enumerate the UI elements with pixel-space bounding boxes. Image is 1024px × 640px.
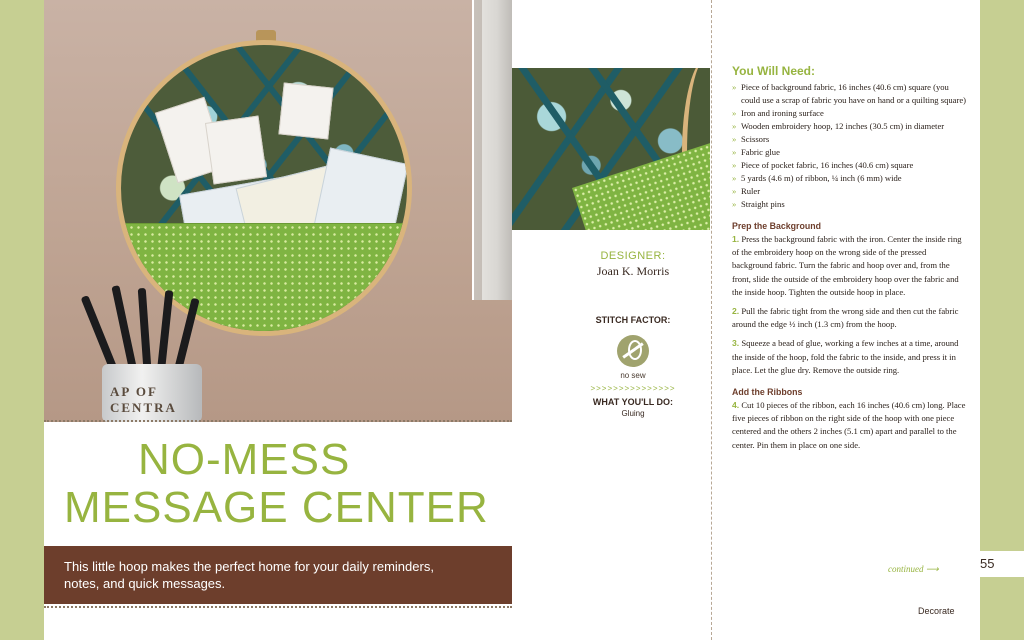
list-item: » Iron and ironing surface	[732, 108, 824, 118]
designer-name: Joan K. Morris	[596, 264, 670, 278]
bullet-icon: »	[732, 160, 737, 170]
designer-label: DESIGNER:	[600, 250, 666, 262]
project-info	[562, 250, 704, 418]
section-heading: Add the Ribbons	[732, 387, 803, 398]
step: 1. Press the background fabric with the iron. Center the inside ring of the embroidery hoop on the wrong side of the pressed background fabric. Turn the fabric and hoop over and, from the front, slide the outside of the embroidery hoop over the fabric and the inside hoop. Tighten the outside hoop in place.	[732, 234, 962, 297]
list-item: » Wooden embroidery hoop, 12 inches (30.5 cm) in diameter	[732, 121, 945, 131]
materials-list	[732, 81, 968, 211]
photo-cabinet	[472, 0, 512, 300]
divider	[44, 420, 512, 422]
page-title	[64, 436, 504, 532]
list-item: » Piece of background fabric, 16 inches (40.6 cm) square (you could use a scrap of fabric you have on hand or a quilting square)	[732, 82, 967, 105]
title-line-1: NO-MESS	[138, 435, 351, 484]
bullet-icon: »	[732, 199, 737, 209]
list-item: » Piece of pocket fabric, 16 inches (40.6 cm) square	[732, 160, 914, 170]
bullet-icon: »	[732, 121, 737, 131]
bullet-icon: »	[732, 108, 737, 118]
instructions	[732, 64, 968, 458]
section-footer: Decorate	[918, 606, 955, 616]
what-youll-do-label: WHAT YOU'LL DO:	[592, 397, 674, 407]
hero-photo	[44, 0, 512, 422]
bullet-icon: »	[732, 82, 737, 92]
stitch-factor-label: STITCH FACTOR:	[595, 315, 671, 325]
list-item: » Fabric glue	[732, 147, 780, 157]
left-decorative-strip	[0, 0, 44, 640]
list-item: » Straight pins	[732, 199, 785, 209]
bullet-icon: »	[732, 147, 737, 157]
page-number: 55	[980, 556, 995, 571]
divider	[44, 606, 512, 608]
bullet-icon: »	[732, 134, 737, 144]
step: 3. Squeeze a bead of glue, working a few inches at a time, around the inside of the hoop, fold the fabric to the inside, and press it in place. Let the glue dry. Remove the outside ring.	[732, 338, 959, 375]
step: 4. Cut 10 pieces of the ribbon, each 16 inches (40.6 cm) long. Place five pieces of ribbon on the right side of the hoop with one piece centered and the others 2 inches (5.1 cm) apart and parallel to the center. Pin them in place on one side.	[732, 400, 966, 450]
bullet-icon: »	[732, 173, 737, 183]
detail-photo	[512, 68, 710, 230]
column-divider	[711, 0, 712, 640]
list-item: » 5 yards (4.6 m) of ribbon, ¼ inch (6 mm) wide	[732, 173, 902, 183]
chevron-divider: >>>>>>>>>>>>>>>	[590, 384, 676, 393]
page-number-box	[966, 551, 1024, 577]
list-item: » Ruler	[732, 186, 761, 196]
no-sew-icon	[617, 335, 649, 367]
bullet-icon: »	[732, 186, 737, 196]
stitch-factor-value: no sew	[620, 371, 646, 380]
list-item: » Scissors	[732, 134, 770, 144]
right-decorative-strip	[980, 0, 1024, 640]
step: 2. Pull the fabric tight from the wrong side and then cut the fabric around the edge ½ inch (1.3 cm) from the hoop.	[732, 306, 959, 330]
intro-text: This little hoop makes the perfect home for your daily reminders, notes, and quick messages.	[64, 559, 434, 591]
title-line-2: MESSAGE CENTER	[64, 483, 489, 532]
materials-heading: You Will Need:	[732, 64, 816, 78]
what-youll-do-value: Gluing	[621, 409, 645, 418]
continued-link: continued ⟶	[888, 564, 939, 574]
embroidery-hoop-image	[116, 40, 412, 336]
section-heading: Prep the Background	[732, 221, 821, 231]
pen-cup-label: AP OF CENTRA	[110, 384, 177, 415]
pen-cup	[102, 364, 202, 422]
